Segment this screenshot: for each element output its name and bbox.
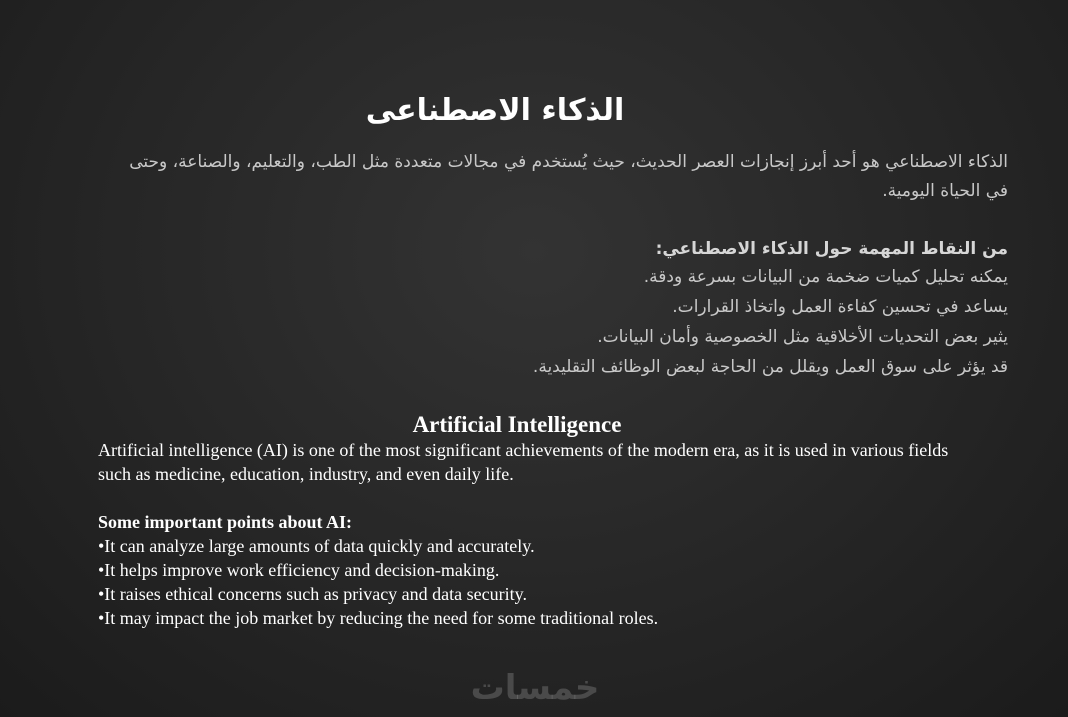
english-point: •It raises ethical concerns such as privacy and data security. (98, 584, 527, 604)
watermark-logo: خمسات (470, 668, 600, 708)
arabic-points-heading: من النقاط المهمة حول الذكاء الاصطناعي: (655, 239, 1008, 259)
english-points-heading: Some important points about AI: (98, 512, 353, 532)
english-points-list (98, 534, 978, 630)
arabic-point: يساعد في تحسين كفاءة العمل واتخاذ القرارات. (672, 297, 1008, 317)
arabic-point: يثير بعض التحديات الأخلاقية مثل الخصوصية وأمان البيانات. (597, 327, 1008, 347)
english-title: Artificial Intelligence (412, 412, 622, 437)
english-point: •It helps improve work efficiency and decision-making. (98, 560, 500, 580)
arabic-title: الذكاء الاصطناعى (365, 93, 625, 128)
arabic-points-list (128, 262, 1008, 382)
english-point: •It may impact the job market by reducing the need for some traditional roles. (98, 608, 659, 628)
english-point: •It can analyze large amounts of data quickly and accurately. (98, 536, 535, 556)
arabic-intro-paragraph: الذكاء الاصطناعي هو أحد أبرز إنجازات العصر الحديث، حيث يُستخدم في مجالات متعددة مثل الطب، والتعليم، والصناعة، وحتى في الحياة اليومية. (129, 152, 1008, 201)
arabic-point: يمكنه تحليل كميات ضخمة من البيانات بسرعة ودقة. (643, 267, 1008, 287)
english-intro-paragraph: Artificial intelligence (AI) is one of the most significant achievements of the modern era, as it is used in various fields such as medicine, education, industry, and even daily life. (98, 440, 949, 484)
arabic-point: قد يؤثر على سوق العمل ويقلل من الحاجة لبعض الوظائف التقليدية. (532, 357, 1008, 377)
